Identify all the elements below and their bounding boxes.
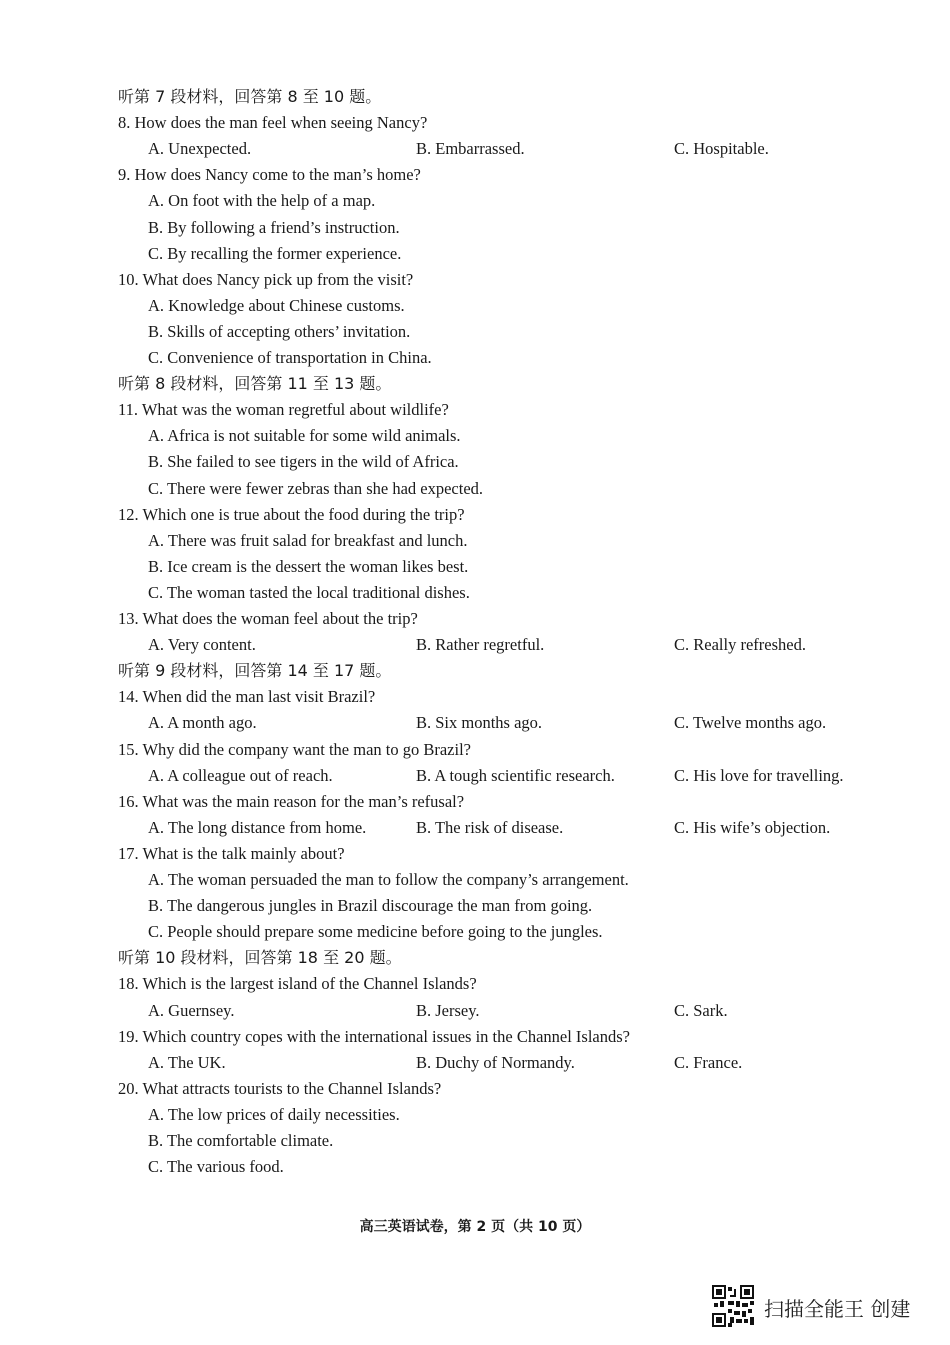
question-stem: 8. How does the man feel when seeing Nancy?	[118, 113, 428, 133]
answer-option: B. Ice cream is the dessert the woman likes best.	[148, 556, 469, 576]
section-heading: 听第 10 段材料，回答第 18 至 20 题。	[118, 948, 402, 968]
question-stem: 9. How does Nancy come to the man’s home?	[118, 165, 421, 185]
question-stem: 11. What was the woman regretful about wildlife?	[118, 400, 449, 420]
section-heading: 听第 8 段材料，回答第 11 至 13 题。	[118, 374, 392, 394]
answer-option: C. By recalling the former experience.	[148, 243, 402, 263]
watermark-text: 扫描全能王 创建	[764, 1297, 911, 1321]
answer-option: B. Duchy of Normandy.	[416, 1052, 575, 1072]
section-heading: 听第 7 段材料，回答第 8 至 10 题。	[118, 87, 382, 106]
answer-option: C. The various food.	[148, 1157, 284, 1177]
answer-option: B. Embarrassed.	[416, 139, 525, 159]
answer-option: C. Sark.	[674, 1000, 728, 1020]
answer-option: C. France.	[674, 1052, 743, 1072]
answer-option: A. The long distance from home.	[148, 817, 367, 837]
answer-option: C. Convenience of transportation in China.	[148, 348, 432, 367]
qr-code-icon	[712, 1285, 754, 1327]
answer-option: B. A tough scientific research.	[416, 765, 615, 785]
question-stem: 17. What is the talk mainly about?	[118, 843, 345, 863]
answer-option: B. Rather regretful.	[416, 635, 545, 655]
answer-option: A. Unexpected.	[148, 139, 252, 159]
answer-option: A. There was fruit salad for breakfast and lunch.	[148, 530, 468, 550]
answer-option: C. Hospitable.	[674, 139, 769, 159]
answer-option: A. The low prices of daily necessities.	[148, 1104, 400, 1124]
answer-option: C. People should prepare some medicine before going to the jungles.	[148, 922, 603, 942]
answer-option: A. The UK.	[148, 1052, 226, 1072]
answer-option: C. There were fewer zebras than she had expected.	[148, 478, 484, 498]
answer-option: B. Jersey.	[416, 1000, 480, 1020]
answer-option: B. Six months ago.	[416, 713, 543, 733]
answer-option: A. A colleague out of reach.	[148, 765, 333, 785]
answer-option: A. Knowledge about Chinese customs.	[148, 295, 405, 315]
answer-option: A. On foot with the help of a map.	[148, 191, 376, 211]
answer-option: C. His wife’s objection.	[674, 817, 831, 837]
answer-option: C. Twelve months ago.	[674, 713, 827, 733]
question-stem: 13. What does the woman feel about the trip?	[118, 609, 418, 628]
question-stem: 12. Which one is true about the food during the trip?	[118, 504, 465, 524]
answer-option: C. Really refreshed.	[674, 635, 806, 655]
section-heading: 听第 9 段材料，回答第 14 至 17 题。	[118, 661, 392, 681]
question-stem: 20. What attracts tourists to the Channel Islands?	[118, 1078, 442, 1098]
answer-option: B. The dangerous jungles in Brazil discourage the man from going.	[148, 896, 593, 916]
answer-option: B. The comfortable climate.	[148, 1131, 334, 1150]
question-stem: 14. When did the man last visit Brazil?	[118, 687, 376, 707]
answer-option: A. The woman persuaded the man to follow the company’s arrangement.	[148, 870, 629, 889]
answer-option: A. Africa is not suitable for some wild animals.	[148, 426, 461, 446]
question-stem: 10. What does Nancy pick up from the visit?	[118, 269, 414, 289]
answer-option: B. The risk of disease.	[416, 817, 564, 837]
answer-option: B. By following a friend’s instruction.	[148, 217, 400, 237]
question-stem: 19. Which country copes with the international issues in the Channel Islands?	[118, 1026, 630, 1046]
answer-option: C. His love for travelling.	[674, 765, 844, 785]
question-stem: 15. Why did the company want the man to go Brazil?	[118, 739, 471, 759]
question-stem: 16. What was the main reason for the man’s refusal?	[118, 791, 465, 811]
scanner-watermark	[712, 1285, 932, 1329]
answer-option: A. A month ago.	[148, 713, 257, 733]
question-stem: 18. Which is the largest island of the Channel Islands?	[118, 974, 477, 994]
answer-option: A. Guernsey.	[148, 1000, 235, 1020]
answer-option: B. Skills of accepting others’ invitation.	[148, 321, 411, 341]
page-footer: 高三英语试卷，第 2 页（共 10 页）	[359, 1219, 591, 1235]
answer-option: A. Very content.	[148, 635, 256, 655]
answer-option: B. She failed to see tigers in the wild of Africa.	[148, 452, 459, 472]
answer-option: C. The woman tasted the local traditional dishes.	[148, 582, 470, 602]
